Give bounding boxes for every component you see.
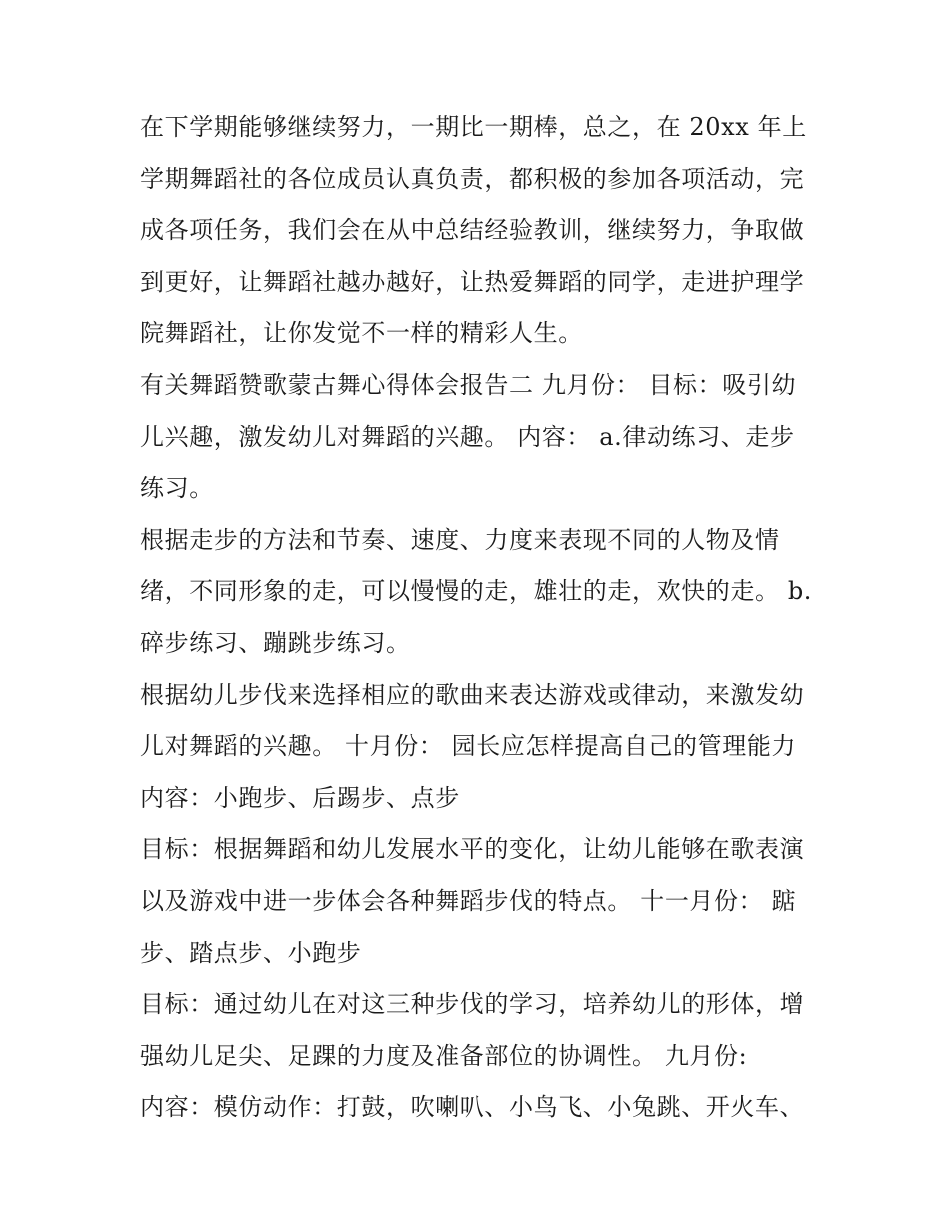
text-line: 绪，不同形象的走，可以慢慢的走，雄壮的走，欢快的走。 b. [140, 577, 813, 606]
text-line: 学期舞蹈社的各位成员认真负责，都积极的参加各项活动，完 [140, 164, 805, 193]
text-line: 碎步练习、蹦跳步练习。 [140, 628, 411, 657]
text-line: 目标：根据舞蹈和幼儿发展水平的变化，让幼儿能够在歌表演 [140, 835, 805, 864]
text-line: 成各项任务，我们会在从中总结经验教训，继续努力，争取做 [140, 216, 805, 245]
text-line: 练习。 [140, 474, 214, 503]
text-line: 在下学期能够继续努力，一期比一期棒，总之，在 20xx 年上 [140, 113, 807, 141]
text-line: 步、踏点步、小跑步 [140, 938, 362, 967]
text-line: 有关舞蹈赞歌蒙古舞心得体会报告二 九月份： 目标：吸引幼 [140, 370, 797, 399]
body-text [140, 102, 820, 1134]
text-line: 内容：模仿动作：打鼓，吹喇叭、小鸟飞、小兔跳、开火车、 [140, 1093, 805, 1122]
text-line: 根据走步的方法和节奏、速度、力度来表现不同的人物及情 [140, 525, 780, 554]
text-line: 强幼儿足尖、足踝的力度及准备部位的协调性。 九月份: [140, 1041, 748, 1070]
text-line: 目标：通过幼儿在对这三种步伐的学习，培养幼儿的形体，增 [140, 990, 805, 1019]
text-line: 根据幼儿步伐来选择相应的歌曲来表达游戏或律动，来激发幼 [140, 680, 805, 709]
text-line: 儿对舞蹈的兴趣。 十月份： 园长应怎样提高自己的管理能力 [140, 732, 797, 761]
text-line: 内容：小跑步、后踢步、点步 [140, 783, 460, 812]
text-line: 院舞蹈社，让你发觉不一样的精彩人生。 [140, 319, 583, 348]
text-line: 以及游戏中进一步体会各种舞蹈步伐的特点。 十一月份： 踮 [140, 886, 797, 915]
text-line: 儿兴趣，激发幼儿对舞蹈的兴趣。 内容： a.律动练习、走步 [140, 422, 795, 451]
text-line: 到更好，让舞蹈社越办越好，让热爱舞蹈的同学，走进护理学 [140, 267, 805, 296]
